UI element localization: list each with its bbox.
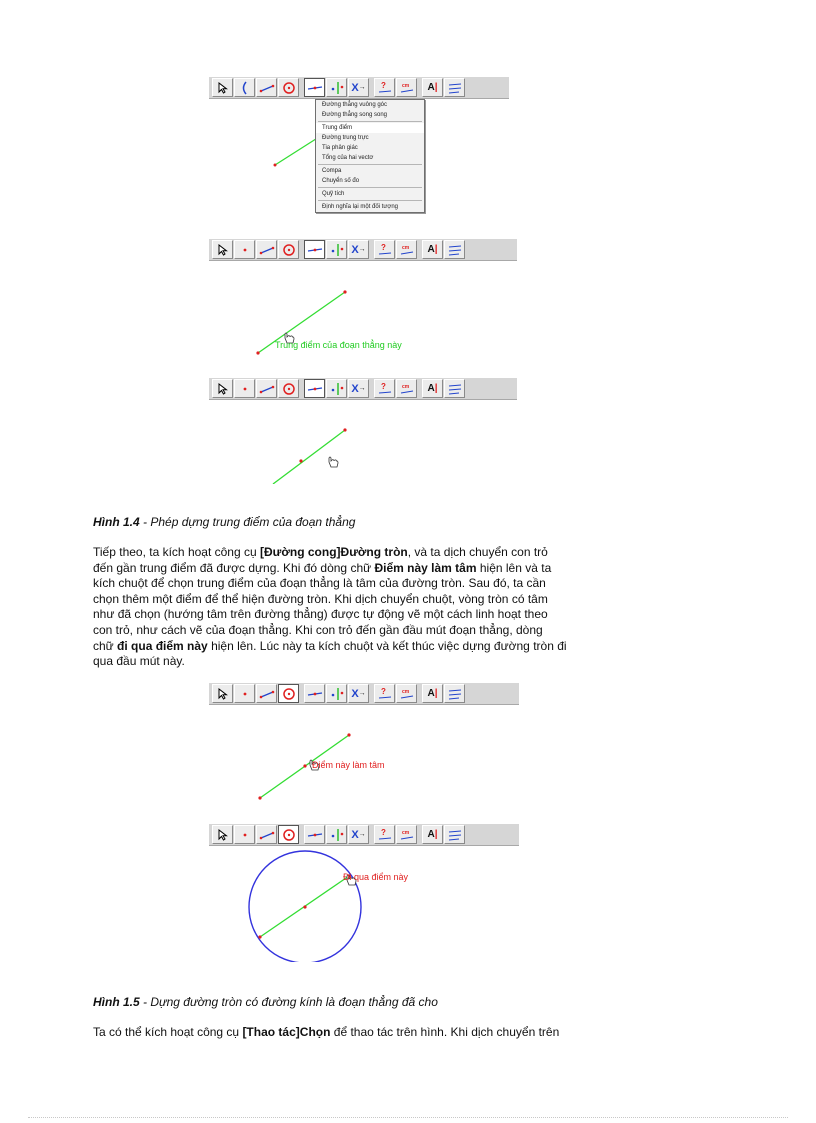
measure-tool-button[interactable] <box>396 240 417 259</box>
macro-tool-button[interactable]: X → <box>348 78 369 97</box>
draw-tool-button[interactable] <box>444 379 465 398</box>
pointer-tool-button[interactable] <box>212 684 233 703</box>
segment-endpoint <box>274 164 277 167</box>
menu-item[interactable]: Tổng của hai vectơ <box>322 155 374 161</box>
label-tool-button[interactable]: A | <box>422 78 443 97</box>
segment-endpoint <box>258 796 261 799</box>
fig14-shot-menu <box>209 77 509 235</box>
circle-tool-button[interactable] <box>278 78 299 97</box>
construction-tool-button[interactable] <box>304 379 325 398</box>
circle-tool-button[interactable] <box>278 379 299 398</box>
midpoint <box>303 905 306 908</box>
segment-line <box>273 430 345 484</box>
check-property-button[interactable] <box>374 78 395 97</box>
measure-tool-button[interactable] <box>396 379 417 398</box>
draw-tool-button[interactable] <box>444 78 465 97</box>
body-paragraph <box>93 1025 559 1041</box>
hand-cursor-icon <box>329 457 338 467</box>
svg-text:?: ? <box>380 80 386 90</box>
svg-text:?: ? <box>380 827 386 837</box>
fig14-shot-tooltip <box>209 239 517 362</box>
segment-endpoint <box>347 733 350 736</box>
caption-text: - Phép dựng trung điểm của đoạn thẳng <box>139 515 356 529</box>
macro-tool-button[interactable]: X → <box>348 240 369 259</box>
segment-endpoint <box>256 351 259 354</box>
construction-tool-button[interactable] <box>304 825 325 844</box>
caption-label: Hình 1.5 <box>93 995 140 1009</box>
tool-name: [Đường cong]Đường tròn <box>260 545 408 559</box>
text-line: kích chuột để chọn trung điểm của đoạn thẳng là tâm của đường tròn. Sau đó, ta cần <box>93 576 546 591</box>
transform-tool-button[interactable] <box>326 379 347 398</box>
menu-item[interactable]: Compa <box>322 168 342 174</box>
caption-text: - Dựng đường tròn có đường kính là đoạn thẳng đã cho <box>139 995 438 1009</box>
midpoint-tooltip: Trung điểm của đoạn thẳng này <box>275 340 402 350</box>
drawing-canvas[interactable] <box>209 401 517 484</box>
drawing-canvas[interactable] <box>209 706 519 816</box>
circle-tool-button[interactable] <box>278 684 299 703</box>
check-property-button[interactable] <box>374 825 395 844</box>
point-tool-button[interactable] <box>234 825 255 844</box>
construction-menu <box>315 99 425 213</box>
text-line: qua đầu mút này. <box>93 654 185 669</box>
measure-tool-button[interactable] <box>396 684 417 703</box>
check-property-button[interactable] <box>374 379 395 398</box>
macro-tool-button[interactable]: X → <box>348 379 369 398</box>
drawing-canvas[interactable] <box>209 847 519 962</box>
curve-tool-button[interactable] <box>234 78 255 97</box>
svg-text:?: ? <box>380 381 386 391</box>
toolbar <box>209 378 517 400</box>
tool-name: [Thao tác]Chọn <box>242 1025 331 1039</box>
emphasis: Điểm này làm tâm <box>374 560 477 575</box>
text-run: hiện lên và ta <box>476 560 552 575</box>
toolbar <box>209 239 517 261</box>
segment-line <box>275 137 319 165</box>
transform-tool-button[interactable] <box>326 78 347 97</box>
menu-separator <box>318 200 422 201</box>
text-line: như đã chọn (hướng tâm trên đường thẳng) được tự động vẽ một cách linh hoạt theo <box>93 607 548 622</box>
segment-tool-button[interactable] <box>256 379 277 398</box>
text-line: chọn thêm một điểm để thể hiện đường tròn. Khi dịch chuyển chuột, vòng tròn có tâm <box>93 591 548 606</box>
menu-separator <box>318 187 422 188</box>
pointer-tool-button[interactable] <box>212 825 233 844</box>
toolbar <box>209 824 519 846</box>
text-run: chữ <box>93 638 118 653</box>
menu-item[interactable]: Đường thẳng vuông góc <box>322 102 387 108</box>
circle-tool-button[interactable] <box>278 825 299 844</box>
measure-tool-button[interactable] <box>396 825 417 844</box>
menu-item[interactable]: Đường trung trực <box>322 135 369 141</box>
macro-tool-button[interactable]: X → <box>348 825 369 844</box>
menu-item[interactable]: Quỹ tích <box>322 191 345 197</box>
pointer-tool-button[interactable] <box>212 379 233 398</box>
menu-separator <box>318 164 422 165</box>
menu-item[interactable]: Định nghĩa lại một đối tượng <box>322 204 398 210</box>
menu-item[interactable]: Tia phân giác <box>322 145 358 151</box>
segment-tool-button[interactable] <box>256 825 277 844</box>
figure-caption <box>93 995 438 1009</box>
construction-tool-button[interactable] <box>304 684 325 703</box>
text-line: con trỏ, như cách vẽ của đoạn thẳng. Khi con trỏ đến gần đầu mút đoạn thẳng, dòng <box>93 622 543 637</box>
fig14-shot-result <box>209 378 517 484</box>
segment-tool-button[interactable] <box>256 240 277 259</box>
label-tool-button[interactable]: A | <box>422 825 443 844</box>
toolbar <box>209 683 519 705</box>
label-tool-button[interactable]: A | <box>422 379 443 398</box>
transform-tool-button[interactable] <box>326 825 347 844</box>
svg-text:cm: cm <box>401 383 409 390</box>
segment-tool-button[interactable] <box>256 684 277 703</box>
center-tooltip: Điểm này làm tâm <box>312 760 385 770</box>
emphasis: đi qua điểm này <box>117 638 208 653</box>
segment-endpoint <box>258 935 261 938</box>
caption-label: Hình 1.4 <box>93 515 140 529</box>
draw-tool-button[interactable] <box>444 684 465 703</box>
menu-item[interactable]: Đường thẳng song song <box>322 112 387 118</box>
circle-tool-button[interactable] <box>278 240 299 259</box>
text-run: hiện lên. Lúc này ta kích chuột và kết thúc việc dựng đường tròn đi <box>207 638 567 653</box>
menu-item-selected[interactable]: Trung điểm <box>316 123 424 133</box>
pointer-tool-button[interactable] <box>212 240 233 259</box>
text-run: Tiếp theo, ta kích hoạt công cụ <box>93 545 260 559</box>
segment-tool-button[interactable] <box>256 78 277 97</box>
macro-tool-button[interactable]: X → <box>348 684 369 703</box>
draw-tool-button[interactable] <box>444 240 465 259</box>
midpoint <box>299 459 302 462</box>
svg-text:?: ? <box>380 686 386 696</box>
fig15-shot-circle <box>209 824 519 962</box>
transform-tool-button[interactable] <box>326 240 347 259</box>
body-paragraph <box>93 545 567 670</box>
page-footer-divider <box>28 1117 788 1118</box>
svg-text:?: ? <box>380 242 386 252</box>
svg-text:cm: cm <box>401 688 409 695</box>
drawing-canvas[interactable] <box>209 262 517 362</box>
text-run: đến gần trung điểm đã được dựng. Khi đó dòng chữ <box>93 560 375 575</box>
svg-text:cm: cm <box>401 82 409 89</box>
point-tool-button[interactable] <box>234 379 255 398</box>
toolbar <box>209 77 509 99</box>
figure-caption <box>93 515 355 529</box>
text-run: để thao tác trên hình. Khi dịch chuyển trên <box>330 1025 560 1039</box>
svg-text:cm: cm <box>401 829 409 836</box>
menu-separator <box>318 121 422 122</box>
point-tool-button[interactable] <box>234 684 255 703</box>
text-run: Ta có thể kích hoạt công cụ <box>93 1025 243 1039</box>
construction-tool-button[interactable] <box>304 78 325 97</box>
check-property-button[interactable] <box>374 684 395 703</box>
point-tool-button[interactable] <box>234 240 255 259</box>
check-property-button[interactable] <box>374 240 395 259</box>
segment-endpoint <box>343 290 346 293</box>
svg-text:cm: cm <box>401 244 409 251</box>
label-tool-button[interactable]: A | <box>422 684 443 703</box>
fig15-shot-center <box>209 683 519 816</box>
through-point-tooltip: Đi qua điểm này <box>343 872 409 882</box>
pointer-tool-button[interactable] <box>212 78 233 97</box>
label-tool-button[interactable]: A | <box>422 240 443 259</box>
midpoint <box>303 764 306 767</box>
measure-tool-button[interactable] <box>396 78 417 97</box>
construction-tool-button[interactable] <box>304 240 325 259</box>
transform-tool-button[interactable] <box>326 684 347 703</box>
menu-item[interactable]: Chuyển số đo <box>322 178 360 184</box>
text-run: , và ta dịch chuyển con trỏ <box>407 545 548 559</box>
draw-tool-button[interactable] <box>444 825 465 844</box>
segment-endpoint <box>343 428 346 431</box>
